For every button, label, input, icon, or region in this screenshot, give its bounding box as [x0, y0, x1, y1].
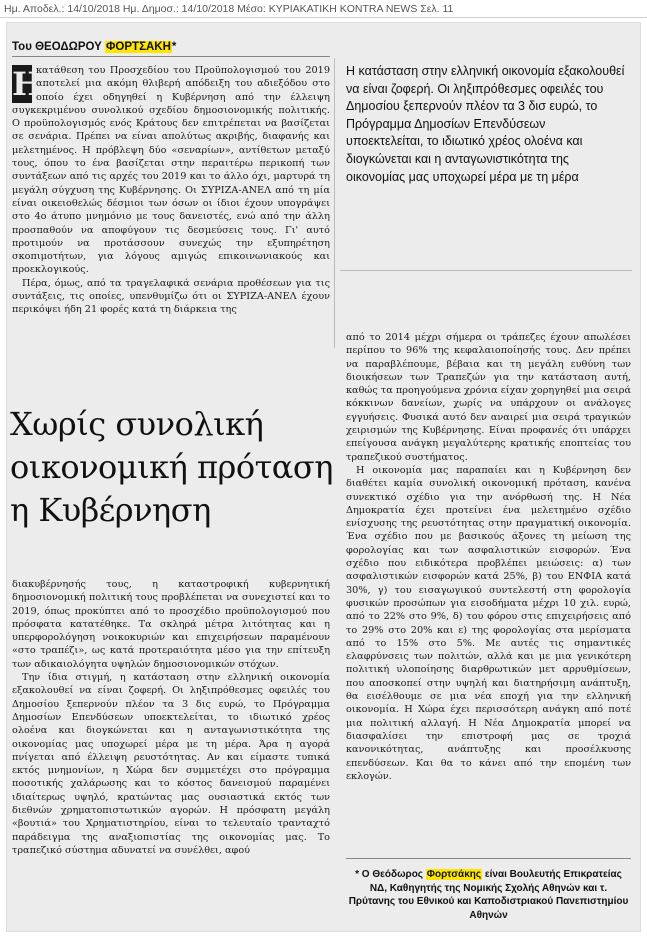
- bio-prefix: * Ο Θεόδωρος: [355, 869, 426, 880]
- clipping-metadata-text: Ημ. Αποδελ.: 14/10/2018 Ημ. Δημοσ.: 14/10/2018 Μέσο: ΚΥΡΙΑΚΑΤΙΚΗ KONTRA NEWS Σελ. 11: [4, 3, 454, 15]
- paragraph: διακυβέρνησής τους, η καταστροφική κυβερνητική δημοσιονομική πολιτική τους προβλέπεται να συνεχιστεί και το 2019, όπως προκύπτει από το προσχέδιο προϋπολογισμού που πρόσφατα κατατέθηκε. Τα σκληρά μέτρα λιτότητας και η υπερφορολόγηση νοικοκυριών και επιχειρήσεων παραμένουν «στο τραπέζι», ως κατά προτεραιότητα μέσο για την επίτευξη των αδικαιολόγητα υψηλών δημοσιονομικών στόχων.: [12, 579, 330, 670]
- paragraph: Την ίδια στιγμή, η κατάσταση στην ελληνική οικονομία εξακολουθεί να είναι ζοφερή. Οι ληξιπρόθεσμες οφειλές του Δημοσίου ξεπερνούν πλέον τα 3 δις ευρώ, το Πρόγραμμα Δημοσίων Επενδύσεων υποεκτελείται, το ιδιωτικό χρέος ολοένα και διογκώνεται και η ανταγωνιστικότητα της οικονομίας μας υποχωρεί μέρα με τη μέρα. Άρα η αγορά πνίγεται από έλλειψη ρευστότητας. Αν και είμαστε τυπικά εκτός μνημονίων, η Χώρα δεν συμμετέχει στο πρόγραμμα ποσοτικής χαλάρωσης και το κόστος δανεισμού παραμένει ιδιαίτερως υψηλό, κρατώντας μας ουσιαστικά εκτός των διεθνών χρηματοπιστωτικών αγορών. Η πρόσφατη μεγάλη «βουτιά» του Χρηματιστηρίου, είναι το τελευταίο τρανταχτό παράδειγμα της αναξιοπιστίας της οικονομίας μας. Το τραπεζικό σύστημα αδυνατεί να συνέλθει, αφού: [12, 672, 330, 856]
- byline-author-name: ΦΟΡΤΣΑΚΗ: [105, 41, 171, 53]
- article-headline: Χωρίς συνολική οικονομική πρόταση η Κυβέρνηση: [10, 405, 333, 529]
- paragraph: Η οικονομία μας παραπαίει και η Κυβέρνηση δεν διαθέτει καμία συνολική οικονομική πρόταση, κανένα συνεκτικό σχέδιο για την ανόρθωσή της. Η Νέα Δημοκρατία έχει προτείνει ένα μελετημένο σχέδιο ενίσχυσης της ρευστότητας στην πραγματική οικονομία. Ένα σχέδιο που με βασικούς άξονες τη μείωση της φορολογίας και των ασφαλιστικών εισφορών. Ένα σχέδιο που ειδικότερα προβλέπει μειώσεις: α) των ασφαλιστικών εισφορών κατά 25%, β) του ΕΝΦΙΑ κατά 30%, γ) του εισαγωγικού συντελεστή στη φορολογία φυσικών προσώπων για εισοδήματα μέχρι 10 χιλ. ευρώ, από το 22% στο 9%, δ) του φόρου στις επιχειρήσεις από το 29% στο 20% και ε) της φορολογίας στα μερίσματα από το 15% στο 5%. Με αυτές τις σημαντικές ελαφρύνσεις των πολιτών, αλλά και με μια γενικότερη πολιτική υλοποίησης διαρθρωτικών μετ αρρυθμίσεων, που αποσκοπεί στην υψηλή και διατηρήσιμη ανάπτυξη, θα εισέλθουμε σε μια νέα εποχή για την ελληνική οικονομία. Η Χώρα έχει περισσότερη ανάγκη από ποτέ μια πολιτική αλλαγή. Η Νέα Δημοκρατία μπορεί να διασφαλίσει την επιστροφή μας σε τροχιά κανονικότητας, ανάπτυξης και προσέλκυσης επενδύσεων. Και θα το κάνει από την επομένη των εκλογών.: [346, 464, 631, 782]
- pull-quote-divider: [340, 270, 632, 271]
- bio-divider: [346, 858, 631, 859]
- paragraph: Πέρα, όμως, από τα τραγελαφικά σενάρια προθέσεων για τις συντάξεις, τις οποίες, υπενθυμίζω ότι οι ΣΥΡΙΖΑ-ΑΝΕΛ έχουν περικόψει ήδη 21 φορές κατά τη διάρκεια της: [12, 277, 330, 316]
- pull-quote: Η κατάσταση στην ελληνική οικονομία εξακολουθεί να είναι ζοφερή. Οι ληξιπρόθεσμες οφειλές του Δημοσίου ξεπερνούν πλέον τα 3 δισ ευρώ, το Πρόγραμμα Δημοσίων Επενδύσεων υποεκτελείται, το ιδιωτικό χρέος ολοένα και διογκώνεται και η ανταγωνιστικότητα της οικονομίας μας υποχωρεί μέρα με τη μέρα: [346, 64, 625, 184]
- bio-author-name: Φορτσάκης: [426, 869, 482, 880]
- byline-divider: [12, 56, 330, 57]
- byline-prefix: Του ΘΕΟΔΩΡΟΥ: [12, 41, 105, 53]
- column-divider: [334, 58, 335, 348]
- bio-text: είναι Βουλευτής Επικρατείας ΝΔ, Καθηγητής της Νομικής Σχολής Αθηνών και τ. Πρύτανης του Εθνικού και Καποδιστριακού Πανεπιστημίου Αθηνών: [348, 869, 629, 921]
- article-column-3: [346, 331, 631, 783]
- clipping-metadata-bar: [0, 0, 647, 18]
- byline: [12, 41, 176, 53]
- article-column-2: [12, 578, 330, 857]
- byline-suffix: *: [171, 41, 177, 53]
- lead-paragraph-text: κατάθεση του Προσχεδίου του Προϋπολογισμού του 2019 αποτελεί μια ακόμη θλιβερή απόδειξη του αδιεξόδου στο οποίο έχει οδηγηθεί η Κυβέρνηση από την έλλειψη συγκεκριμένου συνολικού σχεδίου δημοσιονομικής πολιτικής. Ο προϋπολογισμός ενός Κράτους δεν επιτρέπεται να βασίζεται σε σενάρια. Πρέπει να είναι απολύτως ακριβής, διαφανής και μελετημένος. Η πρόβλεψη δύο «σεναρίων», αντίθετων μεταξύ τους, όπου το ένα βασίζεται στην περαιτέρω περικοπή των συντάξεων από τις αρχές του 2019 και το άλλο όχι, μαρτυρά τη μεγάλη σύγχυση της Κυβέρνησης. Οι ΣΥΡΙΖΑ-ΑΝΕΛ από τη μία είναι οικειοθελώς δέσμιοι των όσων οι ίδιοι έχουν υπογράψει στο 4ο άτυπο μνημόνιο με τους δανειστές, ενώ από την άλλη προσπαθούν να αποφύγουν τις δεσμεύσεις τους. Γι' αυτό προτιμούν να προτάσσουν συνεχώς την εξυπηρέτηση σκοπιμοτήτων, για λόγους αμιγώς επικοινωνιακούς και προεκλογικούς.: [12, 65, 330, 276]
- paragraph: από το 2014 μέχρι σήμερα οι τράπεζες έχουν απωλέσει περίπου το 96% της κεφαλαιοποίησής τους. Δεν πρέπει να παραβλέπουμε, βέβαια και τη μεγάλη ευθύνη των διοικήσεων των Τραπεζών για την κατάσταση αυτή, καθώς τα προηγούμενα χρόνια είχαν χορηγηθεί μια σειρά κόκκινων δανείων, χωρίς να υπάρχουν οι ανάλογες εγγυήσεις. Φυσικά αυτό δεν αναιρεί μια σειρά τραγικών χειρισμών της Κυβέρνησης. Είναι προφανές ότι υπάρχει επείγουσα ανάγκη μεγαλύτερης κρατικής εποπτείας του τραπεζικού συστήματος.: [346, 332, 631, 463]
- author-bio: [346, 868, 631, 922]
- drop-cap: Η: [12, 65, 43, 103]
- lead-paragraph: [12, 64, 330, 277]
- article-column-1: [12, 64, 330, 317]
